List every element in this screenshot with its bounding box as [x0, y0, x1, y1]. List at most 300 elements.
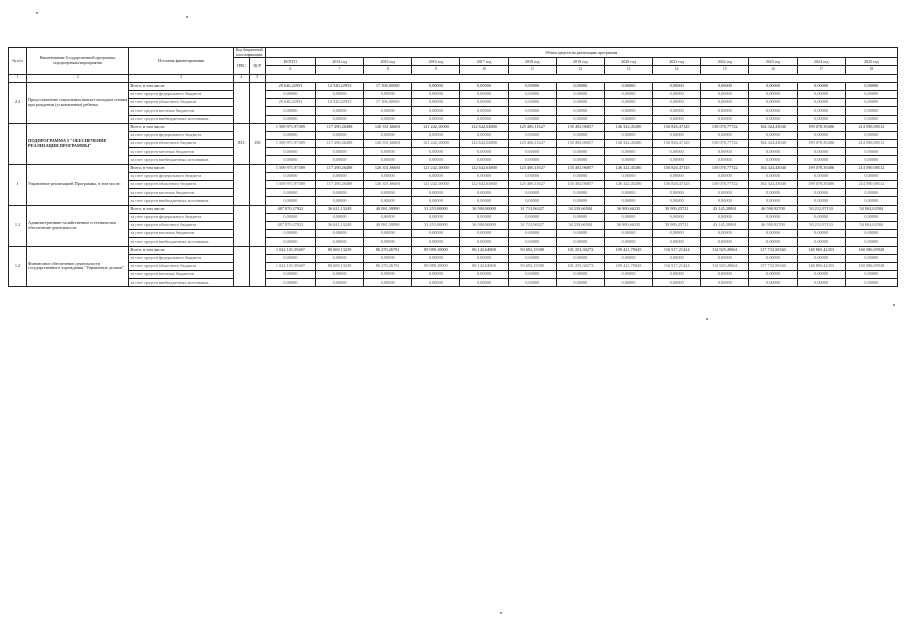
- source-label: за счет средств внебюджетных источников: [129, 197, 233, 205]
- year-value: 0,00000: [556, 107, 604, 115]
- year-value: 158 070,77722: [701, 123, 749, 131]
- year-value: 89 989,10000: [412, 262, 460, 270]
- year-value: 80 669,13239: [315, 246, 363, 254]
- year-value: 0,00000: [460, 82, 508, 90]
- year-value: 117 290,26488: [315, 181, 363, 189]
- index-cell: 10: [460, 66, 508, 74]
- year-value: 122 642,64800: [460, 181, 508, 189]
- year-value: 199 078,39486: [797, 164, 845, 172]
- year-value: 12 520,22953: [315, 99, 363, 107]
- year-value: 0,00000: [315, 131, 363, 139]
- year-value: 135 492,96857: [556, 140, 604, 148]
- index-cell: 6: [265, 66, 315, 74]
- year-value: 0,00000: [556, 148, 604, 156]
- index-cell: 9: [412, 66, 460, 74]
- year-value: 46 590,92700: [749, 205, 797, 213]
- year-value: 0,00000: [653, 131, 701, 139]
- source-label: за счет средств федерального бюджета: [129, 131, 233, 139]
- year-value: 0,00000: [508, 271, 556, 279]
- year-value: 43 145,28061: [701, 221, 749, 229]
- source-label: Всего, в том числе:: [129, 164, 233, 172]
- year-value: 0,00000: [508, 99, 556, 107]
- year-value: 135 492,96857: [556, 181, 604, 189]
- total-value: 487 870,37922: [265, 205, 315, 213]
- year-value: 126 351,66681: [364, 181, 412, 189]
- row-number: 2.3: [9, 82, 27, 123]
- year-value: 0,00000: [653, 279, 701, 287]
- year-value: 164 324,43040: [749, 140, 797, 148]
- year-value: 0,00000: [653, 230, 701, 238]
- year-value: 0,00000: [364, 131, 412, 139]
- index-cell: 5: [249, 74, 265, 82]
- year-value: 0,00000: [364, 172, 412, 180]
- table-row: [9, 131, 898, 139]
- year-value: 109 421,79045: [604, 246, 652, 254]
- year-value: 0,00000: [364, 271, 412, 279]
- table-row: [9, 221, 898, 229]
- year-value: 0,00000: [460, 172, 508, 180]
- table-row: [9, 279, 898, 287]
- index-cell: 16: [749, 66, 797, 74]
- table-row: [9, 148, 898, 156]
- year-value: 0,00000: [412, 230, 460, 238]
- year-value: 0,00000: [797, 172, 845, 180]
- year-value: 114 925,49661: [701, 262, 749, 270]
- year-value: 0,00000: [460, 279, 508, 287]
- year-value: 0,00000: [797, 107, 845, 115]
- year-value: 0,00000: [364, 238, 412, 246]
- year-value: 36 621,13249: [315, 221, 363, 229]
- year-value: 121 242,10000: [412, 164, 460, 172]
- year-value: 0,00000: [412, 99, 460, 107]
- grbs-code: [233, 246, 249, 287]
- source-label: за счет средств областного бюджета: [129, 140, 233, 148]
- source-label: за счет средств внебюджетных источников: [129, 156, 233, 164]
- year-value: 0,00000: [315, 172, 363, 180]
- year-value: 117 733,50340: [749, 246, 797, 254]
- source-label: Всего, в том числе:: [129, 82, 233, 90]
- table-row: [9, 156, 898, 164]
- year-value: 126 351,66681: [364, 164, 412, 172]
- year-value: 0,00000: [556, 99, 604, 107]
- year-value: 0,00000: [797, 213, 845, 221]
- csr-code: 150: [249, 123, 265, 164]
- year-value: 0,00000: [797, 279, 845, 287]
- year-value: 0,00000: [556, 172, 604, 180]
- total-value: 0,00000: [265, 131, 315, 139]
- source-label: за счет средств федерального бюджета: [129, 90, 233, 98]
- program-name: Предоставление социальных выплат молодым семьям при рождении (усыновлении) ребенка: [27, 82, 129, 123]
- year-value: 0,00000: [556, 131, 604, 139]
- year-value: 199 078,39486: [797, 140, 845, 148]
- year-value: 0,00000: [797, 115, 845, 123]
- year-value: 0,00000: [315, 148, 363, 156]
- total-value: 29 626,22953: [265, 82, 315, 90]
- year-value: 50 212,97133: [797, 221, 845, 229]
- source-label: за счет средств местных бюджетов: [129, 189, 233, 197]
- year-value: 0,00000: [412, 197, 460, 205]
- year-value: 0,00000: [460, 90, 508, 98]
- table-row: [9, 197, 898, 205]
- year-value: 0,00000: [845, 172, 897, 180]
- year-value: 31 713,96327: [508, 221, 556, 229]
- total-value: 0,00000: [265, 172, 315, 180]
- index-cell: 3: [129, 74, 233, 82]
- index-cell: 4: [233, 74, 249, 82]
- header-volume: Объем средств на реализацию программы: [265, 48, 897, 58]
- year-value: 0,00000: [845, 197, 897, 205]
- year-value: 0,00000: [604, 99, 652, 107]
- row-number: 1.1: [9, 205, 27, 246]
- source-label: за счет средств федерального бюджета: [129, 172, 233, 180]
- table-row: [9, 90, 898, 98]
- year-value: 0,00000: [845, 90, 897, 98]
- year-value: 164 324,43040: [749, 123, 797, 131]
- year-value: 0,00000: [749, 107, 797, 115]
- year-value: 158 070,77722: [701, 181, 749, 189]
- year-value: 0,00000: [364, 115, 412, 123]
- year-value: 0,00000: [701, 107, 749, 115]
- scan-speck: [500, 612, 502, 614]
- table-row: [9, 189, 898, 197]
- year-value: 0,00000: [653, 156, 701, 164]
- year-value: 125 406,11627: [508, 140, 556, 148]
- year-value: 0,00000: [508, 115, 556, 123]
- index-cell: 18: [845, 66, 897, 74]
- total-value: 0,00000: [265, 189, 315, 197]
- source-label: за счет средств федерального бюджета: [129, 254, 233, 262]
- header-year: 2020 год: [604, 58, 652, 66]
- year-value: 0,00000: [604, 156, 652, 164]
- year-value: 0,00000: [315, 156, 363, 164]
- year-value: 0,00000: [653, 115, 701, 123]
- year-value: 0,00000: [315, 238, 363, 246]
- scan-speck: [36, 12, 38, 14]
- year-value: 156 826,47145: [653, 164, 701, 172]
- year-value: 0,00000: [604, 254, 652, 262]
- table-row: [9, 246, 898, 254]
- year-value: 0,00000: [508, 148, 556, 156]
- year-value: 114 925,49661: [701, 246, 749, 254]
- year-value: 117 733,50340: [749, 262, 797, 270]
- grbs-code: 833: [233, 123, 249, 164]
- year-value: 0,00000: [508, 172, 556, 180]
- year-value: 117 290,26488: [315, 164, 363, 172]
- year-value: 0,00000: [845, 156, 897, 164]
- total-value: 0,00000: [265, 90, 315, 98]
- header-total: ВСЕГО: [265, 58, 315, 66]
- table-row: [9, 271, 898, 279]
- header-name: Наименование Государственной программы, подпрограммы/мероприятия: [27, 48, 129, 75]
- year-value: 0,00000: [604, 82, 652, 90]
- year-value: 0,00000: [749, 172, 797, 180]
- year-value: 135 492,96857: [556, 123, 604, 131]
- year-value: 101 253,30273: [556, 246, 604, 254]
- year-value: 0,00000: [508, 254, 556, 262]
- year-value: 0,00000: [653, 172, 701, 180]
- year-value: 160 586,05928: [845, 262, 897, 270]
- header-row: [9, 48, 898, 58]
- year-value: 0,00000: [797, 156, 845, 164]
- program-name: Финансовое обеспечение деятельности государственного учреждения "Управление делами": [27, 246, 129, 287]
- year-value: 0,00000: [412, 115, 460, 123]
- total-value: 0,00000: [265, 279, 315, 287]
- total-value: 1 022 101,59467: [265, 246, 315, 254]
- year-value: 0,00000: [315, 90, 363, 98]
- year-value: 148 865,42353: [797, 262, 845, 270]
- year-value: 31 713,96327: [508, 205, 556, 213]
- year-value: 0,00000: [701, 271, 749, 279]
- program-name: Административно-хозяйственное и техническое обеспечение деятельности: [27, 205, 129, 246]
- year-value: 0,00000: [797, 148, 845, 156]
- year-value: 0,00000: [412, 156, 460, 164]
- year-value: 0,00000: [460, 238, 508, 246]
- csr-code: [249, 164, 265, 205]
- year-value: 0,00000: [701, 99, 749, 107]
- table-row: [9, 254, 898, 262]
- scan-speck: [893, 304, 895, 306]
- total-value: 29 626,22953: [265, 99, 315, 107]
- year-value: 148 865,42353: [797, 246, 845, 254]
- year-value: 0,00000: [508, 156, 556, 164]
- year-value: 12 520,22953: [315, 82, 363, 90]
- year-value: 0,00000: [845, 279, 897, 287]
- table-row: [9, 99, 898, 107]
- year-value: 117 290,26488: [315, 140, 363, 148]
- year-value: 36 500,00000: [460, 205, 508, 213]
- year-value: 93 692,15300: [508, 246, 556, 254]
- year-value: 0,00000: [701, 82, 749, 90]
- table-row: [9, 230, 898, 238]
- year-value: 86 270,26791: [364, 246, 412, 254]
- header-num: № п/п: [9, 48, 27, 75]
- year-value: 0,00000: [604, 238, 652, 246]
- year-value: 0,00000: [556, 238, 604, 246]
- year-value: 0,00000: [460, 115, 508, 123]
- year-value: 0,00000: [460, 213, 508, 221]
- year-value: 0,00000: [508, 279, 556, 287]
- year-value: 0,00000: [508, 197, 556, 205]
- csr-code: [249, 205, 265, 246]
- table-row: [9, 140, 898, 148]
- index-cell: 7: [315, 66, 363, 74]
- source-label: за счет средств внебюджетных источников: [129, 238, 233, 246]
- budget-table: [8, 47, 898, 287]
- program-name: Управление реализацией Программы, в том числе:: [27, 164, 129, 205]
- year-value: 0,00000: [412, 148, 460, 156]
- total-value: 0,00000: [265, 156, 315, 164]
- year-value: 0,00000: [797, 131, 845, 139]
- year-value: 156 826,47145: [653, 123, 701, 131]
- year-value: 0,00000: [797, 238, 845, 246]
- source-label: за счет средств областного бюджета: [129, 221, 233, 229]
- scan-speck: [706, 318, 708, 320]
- year-value: 122 642,64800: [460, 164, 508, 172]
- header-year: 2023 год: [749, 58, 797, 66]
- year-value: 0,00000: [604, 213, 652, 221]
- year-value: 0,00000: [460, 189, 508, 197]
- year-value: 0,00000: [701, 213, 749, 221]
- year-value: 0,00000: [701, 230, 749, 238]
- year-value: 121 242,10000: [412, 140, 460, 148]
- header-year: 2018 год: [508, 58, 556, 66]
- index-cell: 13: [604, 66, 652, 74]
- total-value: 1 509 971,97389: [265, 164, 315, 172]
- year-value: 0,00000: [604, 197, 652, 205]
- year-value: 0,00000: [653, 238, 701, 246]
- year-value: 0,00000: [701, 279, 749, 287]
- year-value: 0,00000: [364, 156, 412, 164]
- csr-code: [249, 82, 265, 123]
- header-year: 2024 год: [797, 58, 845, 66]
- year-value: 0,00000: [653, 82, 701, 90]
- header-year: 2017 год: [460, 58, 508, 66]
- year-value: 0,00000: [315, 271, 363, 279]
- year-value: 0,00000: [797, 82, 845, 90]
- year-value: 0,00000: [701, 238, 749, 246]
- year-value: 101 253,30273: [556, 262, 604, 270]
- year-value: 0,00000: [508, 107, 556, 115]
- index-spacer: [265, 74, 897, 82]
- year-value: 0,00000: [556, 90, 604, 98]
- row-number: 1: [9, 164, 27, 205]
- year-value: 31 253,00000: [412, 205, 460, 213]
- year-value: 0,00000: [412, 172, 460, 180]
- year-value: 0,00000: [701, 115, 749, 123]
- year-value: 158 070,77722: [701, 164, 749, 172]
- year-value: 0,00000: [749, 82, 797, 90]
- year-value: 214 590,08512: [845, 140, 897, 148]
- year-value: 0,00000: [797, 271, 845, 279]
- year-value: 0,00000: [701, 131, 749, 139]
- year-value: 117 290,26488: [315, 123, 363, 131]
- year-value: 0,00000: [412, 189, 460, 197]
- year-value: 0,00000: [604, 107, 652, 115]
- year-value: 93 692,15300: [508, 262, 556, 270]
- year-value: 0,00000: [315, 107, 363, 115]
- header-year: 2014 год: [315, 58, 363, 66]
- year-value: 121 242,10000: [412, 123, 460, 131]
- year-value: 0,00000: [364, 107, 412, 115]
- source-label: за счет средств областного бюджета: [129, 262, 233, 270]
- year-value: 0,00000: [701, 254, 749, 262]
- year-value: 0,00000: [845, 213, 897, 221]
- year-value: 0,00000: [604, 172, 652, 180]
- year-value: 164 324,43040: [749, 164, 797, 172]
- year-value: 0,00000: [364, 189, 412, 197]
- source-label: за счет средств местных бюджетов: [129, 271, 233, 279]
- year-value: 116 917,21424: [653, 262, 701, 270]
- year-value: 125 406,11627: [508, 164, 556, 172]
- total-value: 0,00000: [265, 197, 315, 205]
- total-value: 0,00000: [265, 238, 315, 246]
- year-value: 0,00000: [364, 213, 412, 221]
- year-value: 0,00000: [556, 213, 604, 221]
- scan-speck: [186, 16, 188, 18]
- year-value: 0,00000: [653, 197, 701, 205]
- year-value: 0,00000: [653, 107, 701, 115]
- total-value: 0,00000: [265, 213, 315, 221]
- year-value: 0,00000: [508, 213, 556, 221]
- year-value: 0,00000: [749, 254, 797, 262]
- year-value: 54 004,02584: [845, 221, 897, 229]
- budget-table-body: [9, 48, 898, 287]
- year-value: 0,00000: [653, 189, 701, 197]
- year-value: 0,00000: [749, 230, 797, 238]
- year-value: 0,00000: [604, 148, 652, 156]
- year-value: 0,00000: [653, 148, 701, 156]
- source-label: за счет средств местных бюджетов: [129, 148, 233, 156]
- year-value: 0,00000: [604, 279, 652, 287]
- year-value: 0,00000: [556, 230, 604, 238]
- year-value: 89 989,10000: [412, 246, 460, 254]
- year-value: 0,00000: [749, 115, 797, 123]
- year-value: 0,00000: [315, 213, 363, 221]
- year-value: 17 106,00000: [364, 82, 412, 90]
- year-value: 0,00000: [749, 279, 797, 287]
- year-value: 0,00000: [315, 230, 363, 238]
- total-value: 0,00000: [265, 115, 315, 123]
- year-value: 34 239,66584: [556, 221, 604, 229]
- source-label: за счет средств федерального бюджета: [129, 213, 233, 221]
- year-value: 0,00000: [556, 197, 604, 205]
- year-value: 122 642,64800: [460, 140, 508, 148]
- year-value: 0,00000: [460, 156, 508, 164]
- index-cell: 2: [27, 74, 129, 82]
- year-value: 0,00000: [845, 271, 897, 279]
- year-value: 0,00000: [412, 107, 460, 115]
- table-row: [9, 205, 898, 213]
- year-value: 0,00000: [315, 254, 363, 262]
- year-value: 0,00000: [556, 115, 604, 123]
- total-value: 0,00000: [265, 271, 315, 279]
- year-value: 0,00000: [701, 148, 749, 156]
- year-value: 0,00000: [412, 213, 460, 221]
- year-value: 0,00000: [412, 238, 460, 246]
- source-label: за счет средств внебюджетных источников: [129, 279, 233, 287]
- year-value: 0,00000: [460, 131, 508, 139]
- year-value: 0,00000: [845, 115, 897, 123]
- source-label: за счет средств местных бюджетов: [129, 230, 233, 238]
- year-value: 0,00000: [797, 254, 845, 262]
- year-value: 0,00000: [845, 82, 897, 90]
- index-cell: 11: [508, 66, 556, 74]
- year-value: 0,00000: [460, 148, 508, 156]
- header-code: Код бюджетной классификации: [233, 48, 265, 58]
- year-value: 0,00000: [845, 131, 897, 139]
- year-value: 0,00000: [653, 213, 701, 221]
- year-value: 214 590,08512: [845, 123, 897, 131]
- table-row: [9, 107, 898, 115]
- year-value: 0,00000: [364, 279, 412, 287]
- year-value: 0,00000: [749, 90, 797, 98]
- year-value: 146 322,45280: [604, 123, 652, 131]
- year-value: 116 917,21424: [653, 246, 701, 254]
- row-number: [9, 123, 27, 164]
- header-source: Источник финансирования: [129, 48, 233, 75]
- year-value: 109 421,79045: [604, 262, 652, 270]
- year-value: 0,00000: [315, 279, 363, 287]
- source-label: за счет средств внебюджетных источников: [129, 115, 233, 123]
- year-value: 0,00000: [749, 213, 797, 221]
- year-value: 0,00000: [749, 156, 797, 164]
- year-value: 0,00000: [749, 238, 797, 246]
- year-value: 126 351,66681: [364, 123, 412, 131]
- year-value: 0,00000: [556, 156, 604, 164]
- year-value: 0,00000: [364, 197, 412, 205]
- header-year: 2015 год: [364, 58, 412, 66]
- year-value: 0,00000: [797, 189, 845, 197]
